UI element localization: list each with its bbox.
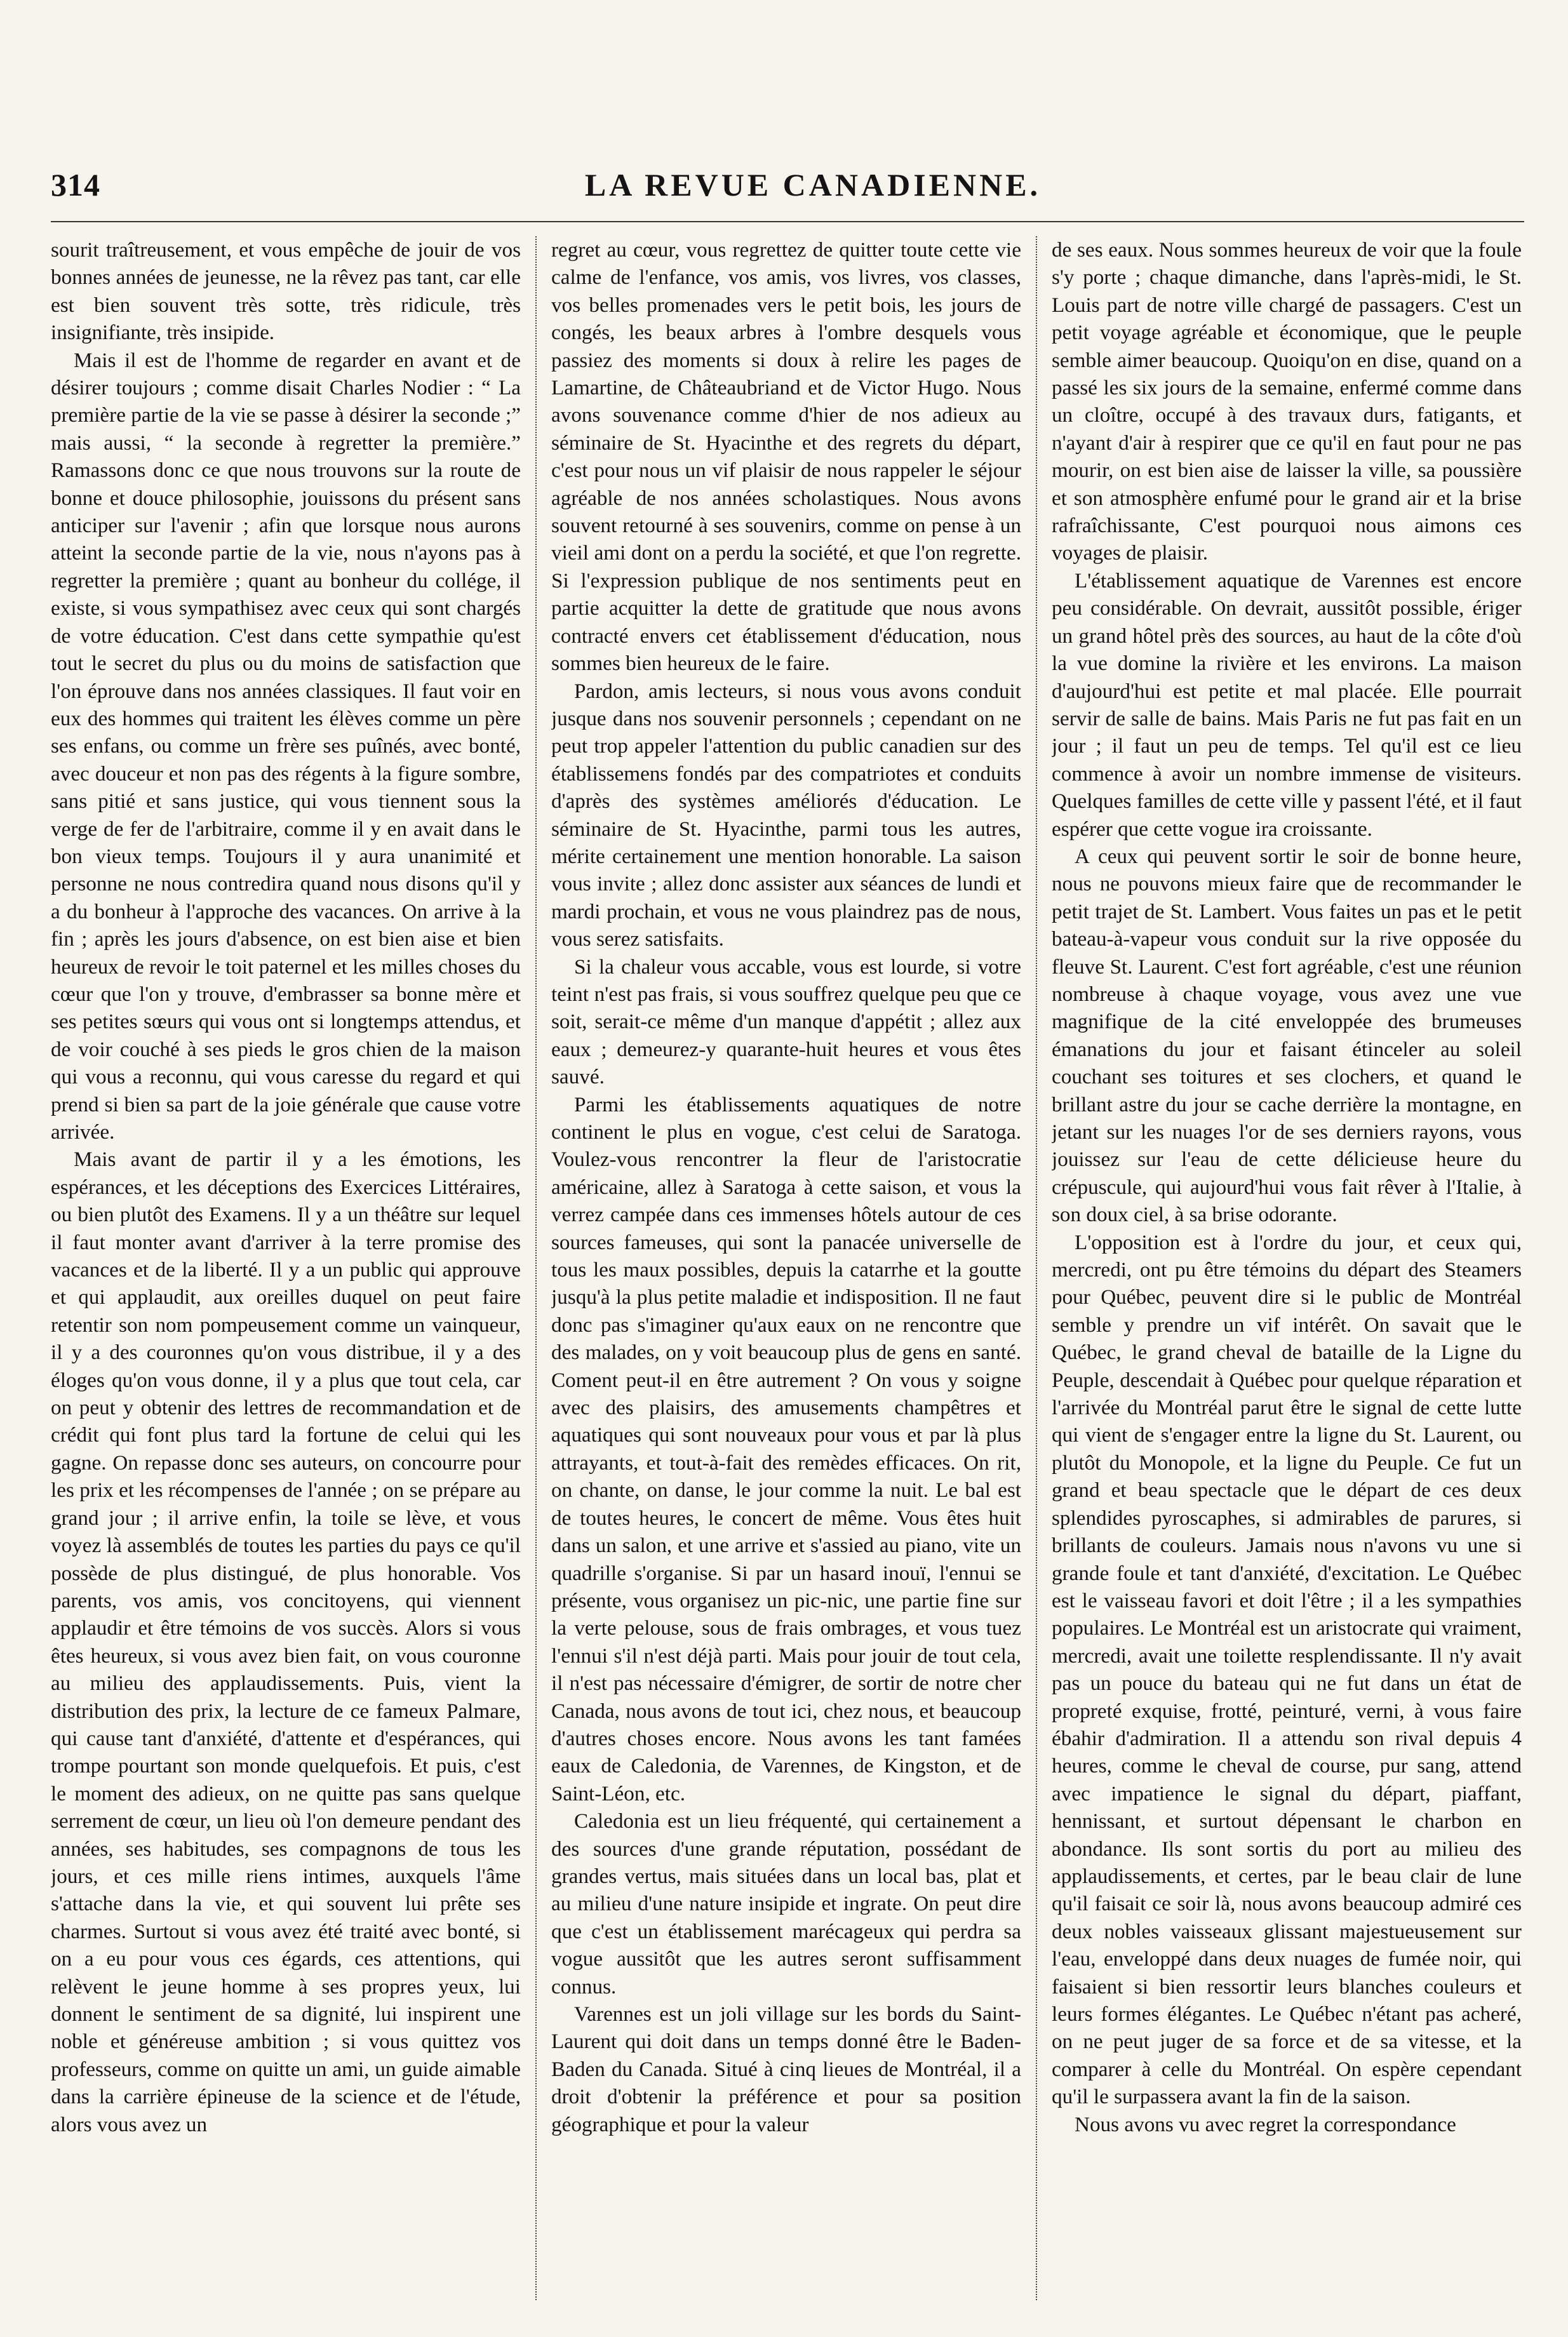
paragraph: Caledonia est un lieu fréquenté, qui certainement a des sources d'une grande réputation, possédant de grandes vertus, mais situées dans un local bas, plat et au milieu d'une nature insipide et ingrate. On peut dire que c'est un établissement marécageux qui perdra sa vogue aussitôt que les autres seront suffisamment connus. bbox=[551, 1809, 1021, 1999]
paragraph: Pardon, amis lecteurs, si nous vous avons conduit jusque dans nos souvenir personnels ; cependant on ne peut trop appeler l'attention du public canadien sur des établissemens fondés par des compatriotes et conduits d'après des systèmes améliorés d'éducation. Le séminaire de St. Hyacinthe, parmi tous les autres, mérite certainement une mention honorable. La saison vous invite ; allez donc assister aux séances de lundi et mardi prochain, et vous ne vous plaindrez pas de nous, vous serez satisfaits. bbox=[551, 679, 1021, 951]
header-rule bbox=[51, 221, 1524, 222]
paragraph: Nous avons vu avec regret la correspondance bbox=[1075, 2112, 1456, 2136]
column-divider bbox=[535, 236, 537, 2300]
paragraph: Varennes est un joli village sur les bords du Saint-Laurent qui doit dans un temps donné être le Baden-Baden du Canada. Situé à cinq lieues de Montréal, il a droit d'obtenir la préférence et pour sa position géographique et pour la valeur bbox=[551, 2002, 1021, 2136]
paragraph: L'opposition est à l'ordre du jour, et ceux qui, mercredi, ont pu être témoins du départ des Steamers pour Québec, peuvent dire si le public de Montréal semble y prendre un vif intérêt. On savait que le Québec, le grand cheval de bataille de la Ligne du Peuple, descendait à Québec pour quelque réparation et l'arrivée du Montréal parut être le signal de cette lutte qui vient de s'engager entre la ligne du St. Laurent, ou plutôt du Monopole, et la ligne du Peuple. Ce fut un grand et beau spectacle que le départ de ces deux splendides pyroscaphes, si admirables de parures, si brillants de couleurs. Jamais nous n'avons vu une si grande foule et tant d'anxiété, d'excitation. Le Québec est le vaisseau favori et doit l'être ; il a les sympathies populaires. Le Montréal est un aristocrate qui vraiment, mercredi, avait une toilette resplendissante. Il n'y avait pas un pouce du bateau qui ne fut dans un état de propreté exquise, frotté, peinturé, verni, à vous faire ébahir d'admiration. Il a attendu son rival depuis 4 heures, comme le cheval de course, pur sang, attend avec impatience le signal du départ, piaffant, hennissant, et surtout dépensant le charbon en abondance. Ils sont sortis du port au milieu des applaudissements, et certes, par le beau clair de lune qu'il faisait ce soir là, nous avons beaucoup admiré ces deux nobles vaisseaux glissant majestueusement sur l'eau, enveloppé dans deux nuages de fumée noir, qui faisaient si bien ressortir leurs blanches couleurs et leurs formes élégantes. Le Québec n'étant pas acheré, on ne peut juger de sa force et de sa vitesse, et la comparer à celle du Montréal. On espère cependant qu'il le surpassera avant la fin de la saison. bbox=[1052, 1230, 1522, 2109]
paragraph: Parmi les établissements aquatiques de notre continent le plus en vogue, c'est celui de Saratoga. Voulez-vous rencontrer la fleur de l'aristocratie américaine, allez à Saratoga à cette saison, et vous la verrez campée dans ces immenses hôtels autour de ces sources fameuses, qui sont la panacée universelle de tous les maux possibles, depuis la catarrhe et la goutte jusqu'à la plus petite maladie et indisposition. Il ne faut donc pas s'imaginer qu'aux eaux on ne rencontre que des malades, on y voit beaucoup plus de gens en santé. Coment peut-il en être autrement ? On vous y soigne avec des plaisirs, des amusements champêtres et aquatiques qui sont nouveaux pour vous et par là plus attrayants, et tout-à-fait des remèdes efficaces. On rit, on chante, on danse, le jour comme la nuit. Le bal est de toutes heures, le concert de même. Vous êtes huit dans un salon, et une arrive et s'assied au piano, vite un quadrille s'organise. Si par un hasard inouï, l'ennui se présente, vous organisez un pic-nic, une partie fine sur la verte pelouse, sous de frais ombrages, et vous tuez l'ennui s'il n'est déjà parti. Mais pour jouir de tout cela, il n'est pas nécessaire d'émigrer, de sortir de notre cher Canada, nous avons de tout ici, chez nous, et beaucoup d'autres choses encore. Nous avons les tant famées eaux de Caledonia, de Varennes, de Kingston, et de Saint-Léon, etc. bbox=[551, 1092, 1021, 1805]
paragraph: sourit traîtreusement, et vous empêche de jouir de vos bonnes années de jeunesse, ne la rêvez pas tant, car elle est bien souvent très sotte, très ridicule, très insignifiante, très insipide. bbox=[51, 238, 521, 345]
paragraph: Mais avant de partir il y a les émotions, les espérances, et les déceptions des Exercices Littéraires, ou bien plutôt des Examens. Il y a un théâtre sur lequel il faut monter avant d'arriver à la terre promise des vacances et de la liberté. Il y a un public qui approuve et qui applaudit, aux oreilles duquel on peut faire retentir son nom pompeusement comme un vainqueur, il y a des couronnes qu'on vous distribue, il y a des éloges qu'on vous donne, il y a plus que tout cela, car on peut y obtenir des lettres de recommandation et de crédit qui font plus tard la fortune de celui qui les gagne. On repasse donc ses auteurs, on concourre pour les prix et les récompenses de l'année ; on se prépare au grand jour ; il arrive enfin, la toile se lève, et vous voyez là assemblés de toutes les parties du pays ce qu'il possède de plus distingué, de plus honorable. Vos parents, vos amis, vos concitoyens, qui viennent applaudir et être témoins de vos succès. Alors si vous êtes heureux, si vous avez bien fait, on vous couronne au milieu des applaudissements. Puis, vient la distribution des prix, la lecture de ce fameux Palmare, qui cause tant d'anxiété, d'attente et d'espérances, qui trompe pourtant son monde quelquefois. Et puis, c'est le moment des adieux, on ne quitte pas sans quelque serrement de cœur, un lieu où l'on demeure pendant des années, ses habitudes, ses compagnons de tous les jours, et ces mille riens intimes, auxquels l'âme s'attache dans la vie, et qui souvent lui prête ses charmes. Surtout si vous avez été traité avec bonté, si on a eu pour vous ces égards, ces attentions, qui relèvent le jeune homme à ses propres yeux, lui donnent le sentiment de sa dignité, lui inspirent une noble et généreuse ambition ; si vous quittez vos professeurs, comme on quitte un ami, un guide aimable dans la carrière épineuse de la science et de l'étude, alors vous avez un bbox=[51, 1148, 521, 2136]
text-column-2 bbox=[551, 236, 1021, 2300]
running-title: LA REVUE CANADIENNE. bbox=[584, 167, 1042, 203]
paragraph: de ses eaux. Nous sommes heureux de voir que la foule s'y porte ; chaque dimanche, dans l'après-midi, le St. Louis part de notre ville chargé de passagers. C'est un petit voyage agréable et économique, que le peuple semble aimer beaucoup. Quoiqu'on en dise, quand on a passé les six jours de la semaine, enfermé comme dans un cloître, occupé à des travaux durs, fatigants, et n'ayant d'air à respirer que ce qu'il en faut pour ne pas mourir, on est bien aise de laisser la ville, sa poussière et son atmosphère enfumé pour le grand air et la brise rafraîchissante, C'est pourquoi nous aimons ces voyages de plaisir. bbox=[1052, 238, 1522, 565]
column-divider bbox=[1036, 236, 1037, 2300]
paragraph: Mais il est de l'homme de regarder en avant et de désirer toujours ; comme disait Charles Nodier : “ La première partie de la vie se passe à désirer la seconde ;” mais aussi, “ la seconde à regretter la première.” Ramassons donc ce que nous trouvons sur la route de bonne et douce philosophie, jouissons du présent sans anticiper sur l'avenir ; afin que lorsque nous aurons atteint la seconde partie de la vie, nous n'ayons pas à regretter la première ; quant au bonheur du collége, il existe, si vous sympathisez avec ceux qui sont chargés de votre éducation. C'est dans cette sympathie qu'est tout le secret du plus ou du moins de satisfaction que l'on éprouve dans nos années classiques. Il faut voir en eux des hommes qui traitent les élèves comme un père ses enfans, ou comme un frère ses puînés, avec bonté, avec douceur et non pas des régents à la figure sombre, sans pitié et sans justice, qui vous tiennent sous la verge de fer de l'arbitraire, comme il y en avait dans le bon vieux temps. Toujours il y aura unanimité et personne ne nous contredira quand nous disons qu'il y a du bonheur à l'approche des vacances. On arrive à la fin ; après les jours d'absence, on est bien aise et bien heureux de revoir le toit paternel et les milles choses du cœur que l'on y trouve, d'embrasser sa bonne mère et ses petites sœurs qui vous ont si longtemps attendus, et de voir couché à ses pieds le gros chien de la maison qui vous a reconnu, qui vous caresse du regard et qui prend si bien sa part de la joie générale que cause votre arrivée. bbox=[51, 348, 521, 1144]
paragraph: regret au cœur, vous regrettez de quitter toute cette vie calme de l'enfance, vos amis, vos livres, vos classes, vos belles promenades vers le petit bois, les jours de congés, les beaux arbres à l'ombre desquels vous passiez des moments si doux à relire les pages de Lamartine, de Châteaubriand et de Victor Hugo. Nous avons souvenance comme d'hier de nos adieux au séminaire de St. Hyacinthe et des regrets du départ, c'est pour nous un vif plaisir de nous rappeler le séjour agréable de nos années scholastiques. Nous avons souvent retourné à ses souvenirs, comme on pense à un vieil ami dont on a perdu la société, et que l'on regrette. Si l'expression publique de nos sentiments peut en partie acquitter la dette de gratitude que nous avons contracté envers cet établissement d'éducation, nous sommes bien heureux de le faire. bbox=[551, 238, 1021, 676]
page-number: 314 bbox=[51, 167, 100, 203]
text-column-3 bbox=[1052, 236, 1522, 2300]
paragraph: A ceux qui peuvent sortir le soir de bonne heure, nous ne pouvons mieux faire que de recommander le petit trajet de St. Lambert. Vous faites un pas et le petit bateau-à-vapeur vous conduit sur la rive opposée du fleuve St. Laurent. C'est fort agréable, c'est une réunion nombreuse à chaque voyage, vous avez une vue magnifique de la cité enveloppée des brumeuses émanations du jour et faisant étinceler au soleil couchant ses toitures et ses clochers, et quand le brillant astre du jour se cache derrière la montagne, en jetant sur les nuages l'or de ses derniers rayons, vous jouissez sur l'eau de cette délicieuse heure du crépuscule, qui aujourd'hui vous fait rêver à l'Italie, à son doux ciel, à sa brise odorante. bbox=[1052, 844, 1522, 1227]
paragraph: Si la chaleur vous accable, vous est lourde, si votre teint n'est pas frais, si vous souffrez quelque peu que ce soit, serait-ce même d'un manque d'appétit ; allez aux eaux ; demeurez-y quarante-huit heures et vous êtes sauvé. bbox=[551, 954, 1021, 1089]
paragraph: L'établissement aquatique de Varennes est encore peu considérable. On devrait, aussitôt possible, ériger un grand hôtel près des sources, au haut de la côte d'où la vue domine la rivière et les environs. La maison d'aujourd'hui est petite et mal placée. Elle pourrait servir de salle de bains. Mais Paris ne fut pas fait en un jour ; il faut un peu de temps. Tel qu'il est ce lieu commence à avoir un nombre immense de visiteurs. Quelques familles de cette ville y passent l'été, et il faut espérer que cette vogue ira croissante. bbox=[1052, 568, 1522, 841]
text-column-1 bbox=[51, 236, 521, 2300]
page-header bbox=[51, 166, 1524, 217]
